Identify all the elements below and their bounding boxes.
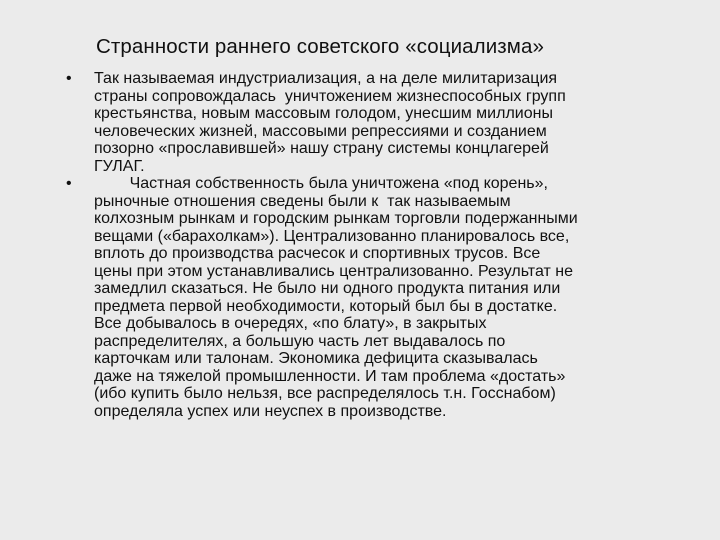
text-line: рыночные отношения сведены были к так называемым	[94, 192, 511, 210]
bullet-icon: •	[66, 175, 72, 192]
text-line: цены при этом устанавливались централизованно. Результат не	[94, 262, 573, 280]
bullet-text	[94, 175, 704, 420]
text-line: вещами («барахолкам»). Централизованно планировалось все,	[94, 227, 570, 245]
bullet-icon: •	[66, 70, 72, 87]
bullet-list	[0, 70, 720, 420]
text-line: Так называемая индустриализация, а на деле милитаризация	[94, 70, 558, 87]
text-line: замедлил сказаться. Не было ни одного продукта питания или	[94, 280, 561, 297]
text-line: определяла успех или неуспех в производстве.	[94, 402, 447, 420]
text-line: предмета первой необходимости, который был бы в достатке.	[94, 297, 558, 315]
bullet-item	[0, 70, 720, 175]
bullet-text	[94, 70, 704, 175]
slide-title: Странности раннего советского «социализма»	[96, 35, 544, 58]
text-line: страны сопровождалась уничтожением жизнеспособных групп	[94, 87, 566, 105]
text-line: распределителях, а большую часть лет выдавалось по	[94, 332, 506, 350]
text-line: Частная собственность была уничтожена «под корень»,	[94, 175, 548, 192]
text-line: (ибо купить было нельзя, все распределялось т.н. Госснабом)	[94, 385, 556, 402]
bullet-item	[0, 175, 720, 420]
text-line: человеческих жизней, массовыми репрессиями и созданием	[94, 122, 547, 140]
text-line: ГУЛАГ.	[94, 157, 145, 175]
text-line: даже на тяжелой промышленности. И там проблема «достать»	[94, 367, 566, 385]
text-line: карточкам или талонам. Экономика дефицита сказывалась	[94, 350, 538, 367]
text-line: крестьянства, новым массовым голодом, унесшим миллионы	[94, 105, 553, 122]
text-line: колхозным рынкам и городским рынкам торговли подержанными	[94, 210, 578, 227]
text-line: вплоть до производства расчесок и спортивных трусов. Все	[94, 245, 541, 262]
text-line: позорно «прославившей» нашу страну системы концлагерей	[94, 140, 549, 157]
text-line: Все добывалось в очередях, «по блату», в закрытых	[94, 315, 487, 332]
